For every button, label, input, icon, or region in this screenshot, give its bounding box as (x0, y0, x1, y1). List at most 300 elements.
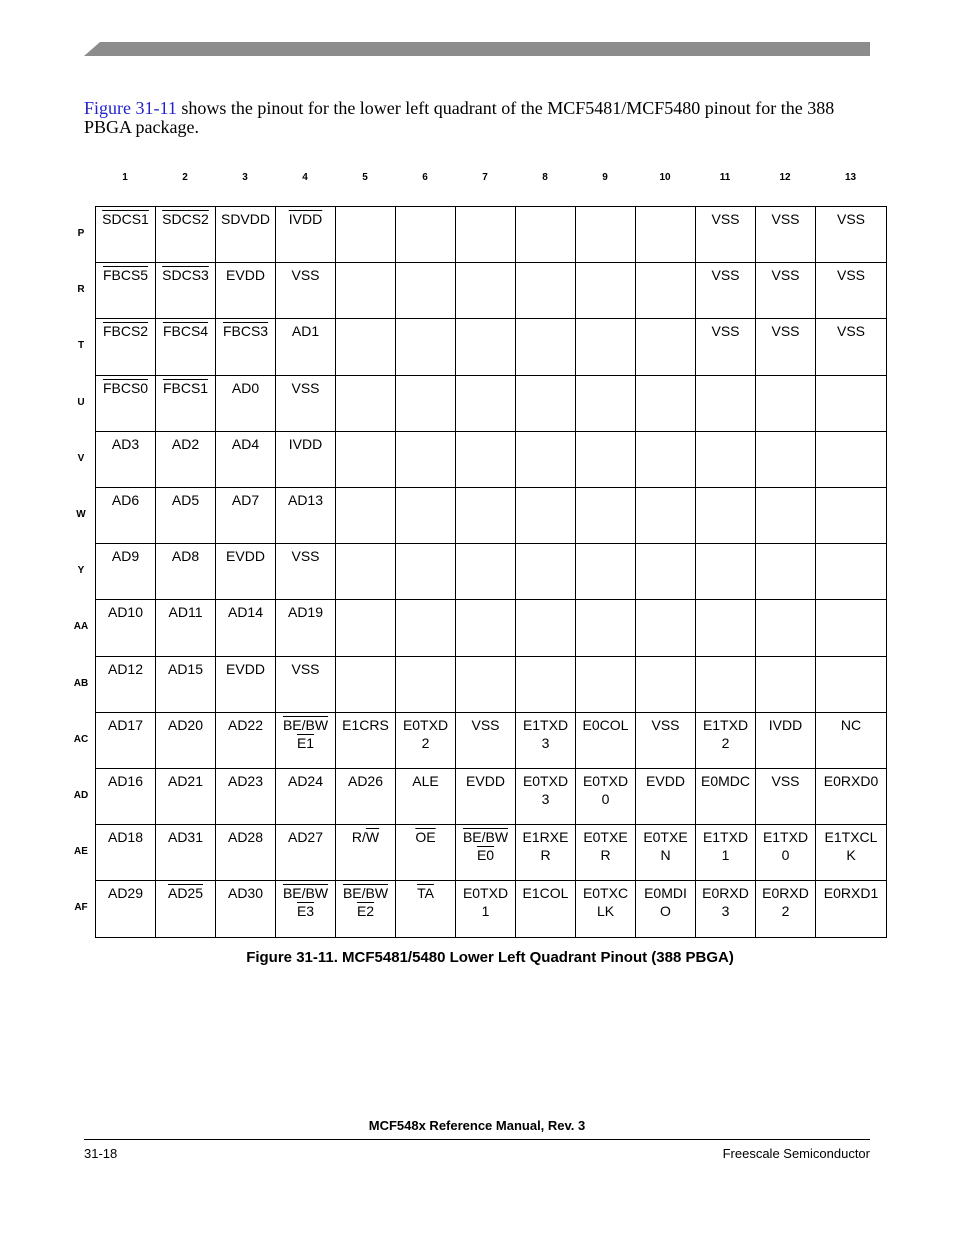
pin-cell (455, 487, 516, 544)
pin-cell (335, 712, 396, 769)
pin-cell (215, 318, 276, 375)
company-name: Freescale Semiconductor (722, 1146, 870, 1161)
pin-cell (95, 656, 156, 713)
pin-cell (215, 880, 276, 937)
pin-cell (755, 318, 816, 375)
pin-name: E0TXD (402, 716, 449, 733)
pin-name: AD20 (167, 716, 204, 733)
column-header: 6 (422, 172, 428, 183)
pin-cell (455, 880, 516, 937)
pin-name: E0RXD0 (823, 773, 879, 789)
pin-cell (335, 206, 396, 263)
pin-cell (155, 431, 216, 488)
pin-name: E1TXD (702, 829, 749, 846)
pin-name: BE/BW (342, 885, 389, 902)
pin-cell (455, 375, 516, 432)
column-header: 2 (182, 172, 188, 183)
pin-name: E0COL (582, 716, 629, 733)
pin-cell (755, 712, 816, 769)
pin-cell (815, 206, 887, 263)
pin-name: FBCS3 (222, 323, 269, 340)
pin-cell (455, 431, 516, 488)
pin-cell (575, 824, 636, 881)
pin-name: VSS (711, 323, 740, 340)
pin-name: N (660, 847, 671, 864)
pin-name: AD2 (171, 435, 200, 452)
pin-name: AD28 (227, 829, 264, 846)
pin-cell (455, 768, 516, 825)
pin-cell (215, 262, 276, 319)
pin-cell (335, 375, 396, 432)
pin-cell (95, 712, 156, 769)
pin-cell (275, 262, 336, 319)
pin-cell (395, 824, 456, 881)
pin-cell (695, 824, 756, 881)
pin-cell (755, 768, 816, 825)
pin-cell (275, 880, 336, 937)
pin-cell (335, 431, 396, 488)
pin-cell (335, 656, 396, 713)
pin-cell (335, 543, 396, 600)
pin-cell (635, 656, 696, 713)
pin-name: E1TXD (702, 716, 749, 733)
column-header: 5 (362, 172, 368, 183)
pin-cell (455, 206, 516, 263)
pin-name: AD29 (107, 885, 144, 902)
pin-cell (155, 262, 216, 319)
pin-name: EVDD (646, 773, 685, 789)
pin-cell (335, 318, 396, 375)
footer-divider (84, 1139, 870, 1140)
pin-cell (755, 262, 816, 319)
pin-cell (575, 375, 636, 432)
pin-name: E0TXE (583, 829, 628, 846)
pin-name: E0 (476, 847, 495, 864)
pin-cell (275, 375, 336, 432)
pin-cell (815, 375, 887, 432)
pin-name: AD19 (287, 604, 324, 621)
pin-cell (815, 599, 887, 656)
pin-name: BE/BW (282, 885, 329, 902)
pin-cell (515, 656, 576, 713)
pin-cell (695, 262, 756, 319)
pin-name: VSS (771, 323, 800, 340)
pin-cell (635, 712, 696, 769)
pin-name: AD30 (227, 885, 264, 902)
pin-cell (695, 318, 756, 375)
pin-name: VSS (771, 267, 800, 284)
pin-cell (515, 824, 576, 881)
pin-name: AD15 (167, 660, 204, 677)
pin-cell (575, 206, 636, 263)
pin-name: AD31 (167, 829, 204, 846)
pin-cell (455, 824, 516, 881)
pin-cell (695, 768, 756, 825)
pin-cell (155, 318, 216, 375)
pin-name: AD24 (287, 773, 324, 789)
pin-name: AD26 (347, 773, 384, 789)
pin-cell (215, 206, 276, 263)
pin-cell (395, 206, 456, 263)
pin-name: VSS (651, 716, 680, 733)
pin-cell (335, 599, 396, 656)
pin-name: VSS (471, 716, 500, 733)
pin-name: O (660, 903, 671, 920)
row-header: T (77, 340, 85, 352)
pin-cell (95, 487, 156, 544)
pin-name: VSS (836, 323, 865, 340)
pin-name: E0TXC (582, 885, 629, 902)
pin-cell (755, 431, 816, 488)
pin-cell (215, 431, 276, 488)
pin-cell (695, 880, 756, 937)
pin-cell (755, 487, 816, 544)
pin-cell (515, 599, 576, 656)
pin-cell (515, 880, 576, 937)
pin-cell (155, 712, 216, 769)
pin-cell (695, 543, 756, 600)
pin-cell (815, 487, 887, 544)
pin-cell (695, 712, 756, 769)
pin-cell (155, 824, 216, 881)
pin-name: AD1 (291, 323, 320, 340)
pin-name: AD17 (107, 716, 144, 733)
pin-name: FBCS5 (102, 267, 149, 284)
pin-name: 0 (601, 791, 610, 807)
pin-name: 3 (541, 791, 550, 807)
row-header: AC (73, 733, 89, 745)
pin-name: K (846, 847, 856, 864)
pin-name: E0TXE (643, 829, 688, 846)
row-header: AB (73, 677, 89, 689)
row-header: R (77, 284, 85, 296)
pin-cell (635, 318, 696, 375)
pin-cell (515, 375, 576, 432)
pin-cell (455, 712, 516, 769)
pin-name: EVDD (226, 267, 265, 284)
pin-cell (575, 599, 636, 656)
pin-name: E0MDI (644, 885, 687, 902)
pin-cell (215, 824, 276, 881)
pin-name: 1 (721, 847, 730, 864)
pin-name: SDCS3 (162, 267, 209, 284)
pin-cell (815, 543, 887, 600)
pin-cell (515, 543, 576, 600)
pin-name: E1CRS (342, 716, 389, 733)
pin-cell (95, 599, 156, 656)
pin-cell (815, 880, 887, 937)
pin-cell (575, 712, 636, 769)
pin-cell (155, 487, 216, 544)
pin-cell (395, 599, 456, 656)
pin-name: SDVDD (220, 211, 270, 227)
pin-name: VSS (291, 267, 320, 284)
figure-link[interactable]: Figure 31-11 (84, 98, 177, 118)
pin-name: NC (840, 716, 862, 733)
pin-name: EVDD (226, 660, 265, 677)
pin-cell (335, 487, 396, 544)
pin-cell (95, 262, 156, 319)
pin-name: E0MDC (700, 773, 750, 789)
pin-name: VSS (291, 379, 320, 396)
pin-name: BE/BW (282, 716, 329, 733)
pin-name: VSS (291, 548, 320, 565)
pin-cell (515, 487, 576, 544)
pin-cell (275, 543, 336, 600)
pin-name: AD21 (167, 773, 204, 789)
pin-cell (575, 656, 636, 713)
pin-cell (635, 599, 696, 656)
pin-name: ALE (412, 773, 439, 789)
page-number: 31-18 (84, 1146, 118, 1161)
pin-name: EVDD (466, 773, 505, 789)
column-header: 8 (542, 172, 548, 183)
pin-name: E1COL (522, 885, 569, 902)
pin-cell (275, 431, 336, 488)
pin-name: $\overline{TA}$ (417, 885, 434, 902)
pin-name: E0RXD (762, 885, 809, 902)
pin-cell (455, 656, 516, 713)
pin-cell (635, 206, 696, 263)
pin-name: $\overline{OE}$ (415, 829, 436, 846)
pin-cell (635, 880, 696, 937)
pin-cell (215, 712, 276, 769)
pin-name: AD9 (111, 548, 140, 565)
pin-cell (635, 375, 696, 432)
pin-cell (155, 880, 216, 937)
column-header: 1 (122, 172, 128, 183)
pin-cell (275, 656, 336, 713)
pin-cell (215, 375, 276, 432)
pin-cell (755, 206, 816, 263)
pin-cell (575, 543, 636, 600)
column-header: 12 (779, 172, 791, 183)
row-header: AD (73, 790, 89, 801)
pin-name: 2 (721, 734, 730, 751)
pin-cell (635, 487, 696, 544)
pin-name: IVDD (288, 435, 323, 452)
pin-cell (635, 824, 696, 881)
pin-name: AD0 (231, 379, 260, 396)
pin-name: IVDD (288, 211, 323, 227)
pin-name: AD25 (167, 885, 204, 902)
pin-name: 3 (721, 903, 730, 920)
pin-cell (515, 318, 576, 375)
pin-cell (395, 262, 456, 319)
pin-cell (395, 768, 456, 825)
pin-cell (695, 431, 756, 488)
pin-cell (695, 487, 756, 544)
pin-cell (575, 768, 636, 825)
pin-cell (635, 768, 696, 825)
pin-cell (395, 880, 456, 937)
pin-name: AD11 (168, 604, 203, 621)
pin-cell (95, 824, 156, 881)
pin-cell (95, 318, 156, 375)
pin-name: $R/\overline{W}$ (351, 829, 380, 846)
pin-cell (275, 768, 336, 825)
pin-name: 3 (541, 734, 550, 751)
pin-cell (755, 656, 816, 713)
pin-cell (575, 880, 636, 937)
column-header: 10 (659, 172, 671, 183)
header-bar (84, 42, 870, 56)
column-header: 11 (719, 172, 731, 183)
pin-cell (575, 487, 636, 544)
pin-cell (335, 880, 396, 937)
pin-cell (515, 768, 576, 825)
pin-name: E0RXD (702, 885, 749, 902)
pin-name: AD27 (287, 829, 324, 846)
pin-cell (515, 431, 576, 488)
pin-cell (155, 656, 216, 713)
pin-name: 2 (781, 903, 790, 920)
pin-cell (455, 262, 516, 319)
pin-cell (275, 487, 336, 544)
pin-cell (515, 206, 576, 263)
column-header: 3 (242, 172, 248, 183)
pin-cell (395, 431, 456, 488)
pin-cell (215, 543, 276, 600)
row-header: U (77, 396, 85, 408)
row-header: V (77, 452, 85, 464)
pin-cell (275, 318, 336, 375)
pin-cell (275, 599, 336, 656)
pin-name: AD10 (107, 604, 144, 621)
pin-cell (815, 318, 887, 375)
intro-paragraph (84, 99, 874, 137)
pin-cell (95, 880, 156, 937)
pin-name: E3 (296, 903, 315, 920)
pin-name: 2 (421, 734, 430, 751)
row-header: P (77, 228, 85, 239)
pin-name: AD22 (227, 716, 264, 733)
pin-cell (815, 712, 887, 769)
pin-name: R (540, 847, 551, 864)
pin-name: AD14 (227, 604, 264, 621)
pin-cell (755, 599, 816, 656)
pin-cell (455, 543, 516, 600)
pin-cell (755, 824, 816, 881)
pin-cell (95, 375, 156, 432)
pin-cell (95, 431, 156, 488)
pin-cell (95, 206, 156, 263)
pin-name: VSS (291, 660, 320, 677)
pin-cell (155, 599, 216, 656)
pin-name: E0RXD1 (823, 885, 879, 902)
pin-cell (755, 375, 816, 432)
pin-name: 0 (781, 847, 790, 864)
pin-cell (395, 487, 456, 544)
pin-name: VSS (771, 211, 800, 227)
pin-name: E2 (356, 903, 375, 920)
pin-cell (695, 599, 756, 656)
pin-name: E1RXE (522, 829, 569, 846)
pin-name: FBCS4 (162, 323, 209, 340)
pin-cell (815, 768, 887, 825)
row-header: AF (74, 902, 88, 914)
pin-name: BE/BW (462, 829, 509, 846)
row-header: AA (73, 621, 89, 633)
pin-cell (215, 599, 276, 656)
pin-cell (335, 262, 396, 319)
pin-cell (575, 431, 636, 488)
pin-cell (815, 824, 887, 881)
pin-name: VSS (836, 211, 865, 227)
pin-name: E1TXD (762, 829, 809, 846)
row-header: W (76, 509, 86, 520)
pin-name: AD23 (227, 773, 264, 789)
pin-cell (455, 599, 516, 656)
pin-cell (215, 487, 276, 544)
pin-cell (395, 712, 456, 769)
figure-caption: Figure 31-11. MCF5481/5480 Lower Left Quadrant Pinout (388 PBGA) (246, 949, 734, 966)
pin-cell (635, 543, 696, 600)
pin-cell (695, 656, 756, 713)
pin-name: 1 (481, 903, 490, 920)
pin-cell (755, 880, 816, 937)
pin-cell (755, 543, 816, 600)
pin-name: VSS (711, 267, 740, 284)
pin-cell (95, 543, 156, 600)
pin-cell (395, 656, 456, 713)
intro-text: shows the pinout for the lower left quadrant of the MCF5481/MCF5480 pinout for the 388 PBGA package. (84, 98, 835, 137)
pin-cell (395, 543, 456, 600)
pin-name: FBCS1 (162, 379, 209, 396)
pin-cell (215, 768, 276, 825)
pin-name: VSS (711, 211, 740, 227)
pin-name: AD7 (231, 492, 260, 508)
pin-name: IVDD (768, 716, 803, 733)
row-header: Y (77, 565, 85, 577)
pin-name: AD8 (171, 548, 200, 565)
pin-name: SDCS2 (162, 211, 209, 227)
pin-cell (155, 768, 216, 825)
column-header: 4 (302, 172, 308, 183)
pin-cell (575, 262, 636, 319)
pin-cell (515, 712, 576, 769)
pin-cell (155, 206, 216, 263)
pin-name: AD4 (231, 435, 260, 452)
pin-cell (275, 712, 336, 769)
pin-name: E1TXD (522, 716, 569, 733)
pin-cell (275, 206, 336, 263)
pin-name: AD16 (107, 773, 144, 789)
column-header: 13 (844, 172, 857, 183)
pin-cell (575, 318, 636, 375)
pin-cell (215, 656, 276, 713)
pin-name: E0TXD (582, 773, 629, 789)
pin-name: E1 (296, 734, 315, 751)
pin-cell (455, 318, 516, 375)
pin-name: AD12 (107, 660, 144, 677)
pin-name: E0TXD (522, 773, 569, 789)
pin-cell (275, 824, 336, 881)
pin-cell (815, 262, 887, 319)
pin-cell (155, 375, 216, 432)
pin-cell (395, 375, 456, 432)
pin-cell (695, 375, 756, 432)
pin-name: LK (596, 903, 615, 920)
column-header: 9 (602, 172, 608, 183)
pin-name: VSS (836, 267, 865, 284)
column-header: 7 (482, 172, 488, 183)
pin-name: AD3 (111, 435, 140, 452)
pin-name: FBCS2 (102, 323, 149, 340)
pin-cell (335, 824, 396, 881)
pin-cell (695, 206, 756, 263)
pin-name: AD5 (171, 492, 200, 508)
